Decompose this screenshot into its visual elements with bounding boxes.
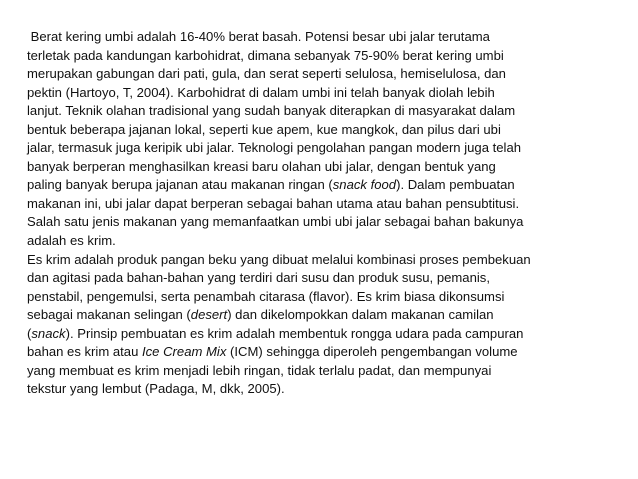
text-line — [27, 251, 627, 270]
text-segment: banyak berperan menghasilkan kreasi baru olahan ubi jalar, dengan bentuk yang — [27, 158, 496, 174]
text-segment: yang membuat es krim menjadi lebih ringan, tidak terlalu padat, dan mempunyai — [27, 362, 492, 378]
text-line — [27, 158, 627, 177]
text-segment: Es krim adalah produk pangan beku yang dibuat melalui kombinasi proses pembekuan — [27, 251, 531, 267]
text-segment: pektin (Hartoyo, T, 2004). Karbohidrat di dalam umbi ini telah banyak diolah lebih — [27, 84, 495, 100]
text-line — [27, 47, 627, 66]
text-segment: penstabil, pengemulsi, serta penambah citarasa (flavor). Es krim biasa dikonsumsi — [27, 288, 505, 304]
text-line — [27, 288, 627, 307]
text-line — [27, 84, 627, 103]
text-segment: Salah satu jenis makanan yang memanfaatkan umbi ubi jalar sebagai bahan bakunya — [27, 214, 524, 230]
text-line — [27, 380, 627, 399]
text-segment: tekstur yang lembut (Padaga, M, dkk, 2005). — [27, 381, 285, 397]
text-line — [27, 195, 627, 214]
text-line — [27, 121, 627, 140]
text-segment: ) dan dikelompokkan dalam makanan camilan — [227, 307, 494, 323]
text-segment: lanjut. Teknik olahan tradisional yang sudah banyak diterapkan di masyarakat dalam — [27, 103, 516, 119]
text-segment: dan agitasi pada bahan-bahan yang terdiri dari susu dan produk susu, pemanis, — [27, 270, 490, 286]
text-segment: Berat kering umbi adalah 16-40% berat basah. Potensi besar ubi jalar terutama — [27, 29, 490, 44]
text-segment: makanan ini, ubi jalar dapat berperan sebagai bahan utama atau bahan pensubtitusi. — [27, 195, 520, 211]
text-segment: (ICM) sehingga diperoleh pengembangan volume — [226, 344, 518, 360]
text-line — [27, 28, 627, 47]
italic-text-segment: Ice Cream Mix — [142, 344, 227, 360]
text-segment: terletak pada kandungan karbohidrat, dimana sebanyak 75-90% berat kering umbi — [27, 47, 504, 63]
text-line — [27, 362, 627, 381]
text-segment: bentuk beberapa jajanan lokal, seperti kue apem, kue mangkok, dan pilus dari ubi — [27, 121, 501, 137]
text-line — [27, 232, 627, 251]
text-line — [27, 269, 627, 288]
text-segment: bahan es krim atau — [27, 344, 142, 360]
text-segment: ). Prinsip pembuatan es krim adalah membentuk rongga udara pada campuran — [65, 325, 524, 341]
text-segment: merupakan gabungan dari pati, gula, dan serat seperti selulosa, hemiselulosa, dan — [27, 66, 506, 82]
text-segment: jalar, termasuk juga keripik ubi jalar. Teknologi pengolahan pangan modern juga telah — [27, 140, 522, 156]
text-segment: sebagai makanan selingan ( — [27, 307, 191, 323]
text-line — [27, 306, 627, 325]
italic-text-segment: desert — [190, 307, 228, 323]
text-line — [27, 139, 627, 158]
text-line — [27, 343, 627, 362]
text-segment: ( — [27, 325, 32, 341]
text-segment: ). Dalam pembuatan — [396, 177, 515, 193]
text-segment: paling banyak berupa jajanan atau makanan ringan ( — [27, 177, 333, 193]
text-line — [27, 176, 627, 195]
text-line — [27, 213, 627, 232]
text-line — [27, 325, 627, 344]
italic-text-segment: snack food — [332, 177, 397, 193]
text-segment: adalah es krim. — [27, 233, 116, 249]
text-line — [27, 65, 627, 84]
body-text — [27, 28, 627, 399]
text-line — [27, 102, 627, 121]
italic-text-segment: snack — [31, 325, 66, 341]
